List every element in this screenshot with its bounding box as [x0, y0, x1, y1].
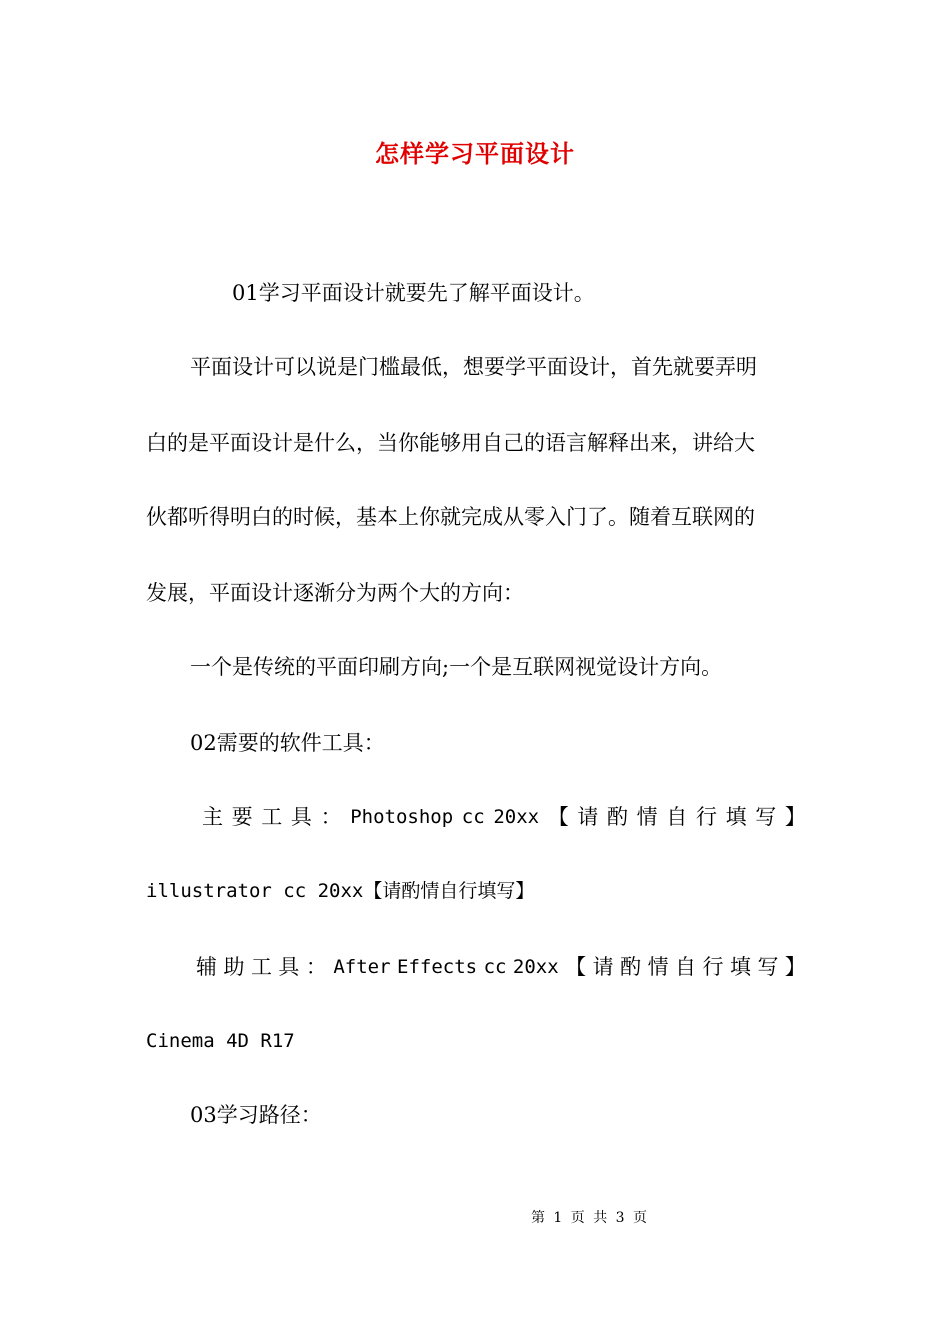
text-fragment: cc — [461, 806, 485, 828]
paragraph-line: 发展，平面设计逐渐分为两个大的方向： — [146, 581, 524, 605]
text-fragment: 填 — [729, 955, 751, 979]
text-fragment: 情 — [636, 805, 658, 829]
text-fragment: 【 — [547, 805, 569, 829]
text-fragment: 情 — [647, 955, 669, 979]
text-fragment: 【 — [565, 955, 587, 979]
page-footer: 第 1 页 共 3 页 — [530, 1210, 650, 1226]
paragraph-directions: 一个是传统的平面印刷方向;一个是互联网视觉设计方向。 — [190, 655, 723, 679]
text-fragment: Photoshop — [350, 806, 454, 828]
text-fragment: 请 — [577, 805, 599, 829]
text-fragment: 辅 — [196, 955, 217, 979]
text-fragment: 具 — [278, 955, 300, 979]
text-fragment: 工 — [250, 955, 272, 979]
text-fragment: 写 — [755, 805, 777, 829]
text-fragment: After — [333, 956, 391, 978]
text-fragment: 20xx — [512, 956, 559, 978]
text-fragment: cc — [483, 956, 507, 978]
text-fragment: 助 — [223, 955, 245, 979]
auxiliary-tools-continuation: Cinema 4D R17 — [146, 1030, 295, 1052]
text-fragment: Effects — [397, 956, 478, 978]
section-heading-software: 02需要的软件工具： — [190, 731, 385, 755]
section-heading-learning-path: 03学习路径： — [190, 1103, 322, 1127]
text-fragment: 要 — [231, 805, 253, 829]
text-fragment: ： — [320, 805, 342, 829]
text-fragment: 行 — [695, 805, 717, 829]
text-fragment: 请 — [592, 955, 614, 979]
page-title: 怎样学习平面设计 — [375, 139, 575, 168]
paragraph-line: 平面设计可以说是门槛最低，想要学平面设计，首先就要弄明 — [190, 355, 757, 379]
main-tools-continuation: illustrator cc 20xx【请酌情自行填写】 — [146, 880, 535, 902]
paragraph-intro: 01学习平面设计就要先了解平面设计。 — [232, 281, 595, 305]
text-fragment: 】 — [784, 955, 806, 979]
text-fragment: ： — [305, 955, 327, 979]
paragraph-line: 伙都听得明白的时候，基本上你就完成从零入门了。随着互联网的 — [146, 505, 755, 529]
auxiliary-tools-line — [196, 952, 806, 982]
text-fragment: 酌 — [607, 805, 629, 829]
text-fragment: 写 — [757, 955, 779, 979]
text-fragment: 】 — [784, 805, 806, 829]
text-fragment: 自 — [666, 805, 688, 829]
paragraph-line: 白的是平面设计是什么，当你能够用自己的语言解释出来，讲给大 — [146, 431, 755, 455]
text-fragment: 酌 — [620, 955, 642, 979]
text-fragment: 自 — [675, 955, 697, 979]
text-fragment: 主 — [202, 805, 223, 829]
text-fragment: 行 — [702, 955, 724, 979]
text-fragment: 具 — [290, 805, 312, 829]
text-fragment: 20xx — [493, 806, 540, 828]
text-fragment: 工 — [261, 805, 283, 829]
text-fragment: 填 — [725, 805, 747, 829]
main-tools-line — [202, 802, 806, 832]
